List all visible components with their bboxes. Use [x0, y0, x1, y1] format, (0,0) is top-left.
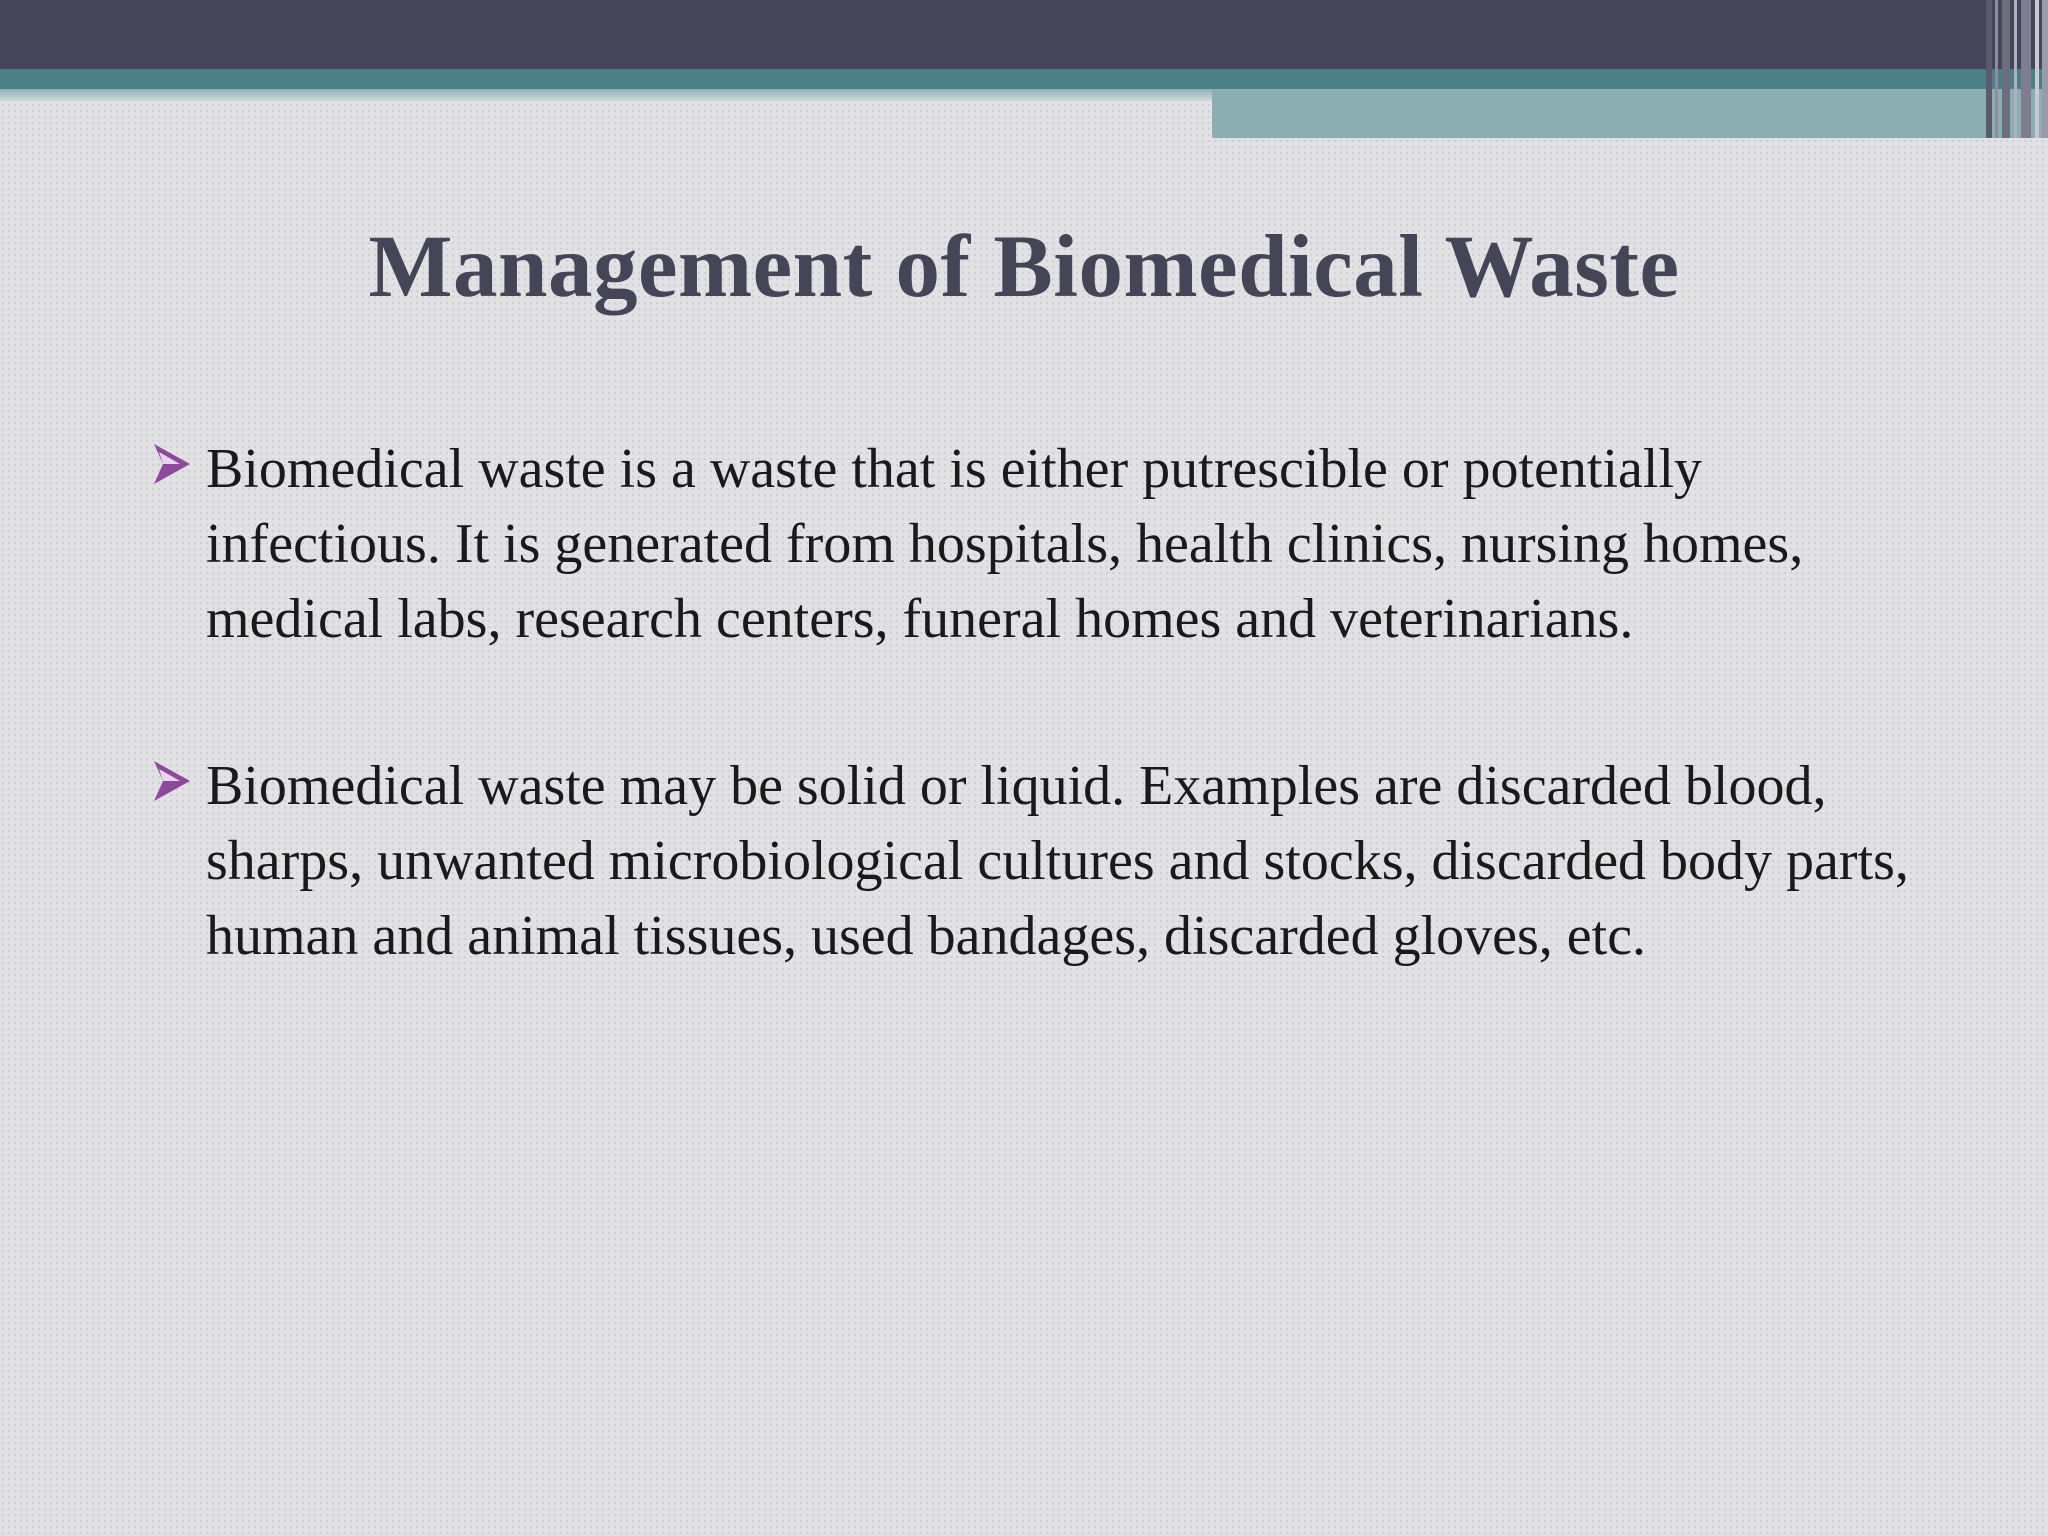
slide-title: Management of Biomedical Waste [368, 218, 1680, 316]
header-accent-block [1212, 89, 2048, 138]
bullet-list [150, 432, 1950, 1066]
header-teal-band [0, 69, 2048, 89]
header-teal-fade [0, 89, 1212, 101]
bullet-text: Biomedical waste may be solid or liquid. Examples are discarded blood, sharps, unwanted microbiological cultures and stocks, discarded body parts, human and animal tissues, used bandages, discarded gloves, etc. [206, 755, 1909, 967]
arrowhead-bullet-icon [150, 757, 194, 801]
header-vertical-stripes [1986, 0, 2048, 138]
arrowhead-bullet-icon [150, 440, 194, 484]
bullet-item [150, 432, 1950, 657]
header-dark-band [0, 0, 2048, 69]
bullet-item [150, 749, 1950, 974]
bullet-text: Biomedical waste is a waste that is either putrescible or potentially infectious. It is generated from hospitals, health clinics, nursing homes, medical labs, research centers, funeral homes and veterinarians. [206, 438, 1804, 650]
